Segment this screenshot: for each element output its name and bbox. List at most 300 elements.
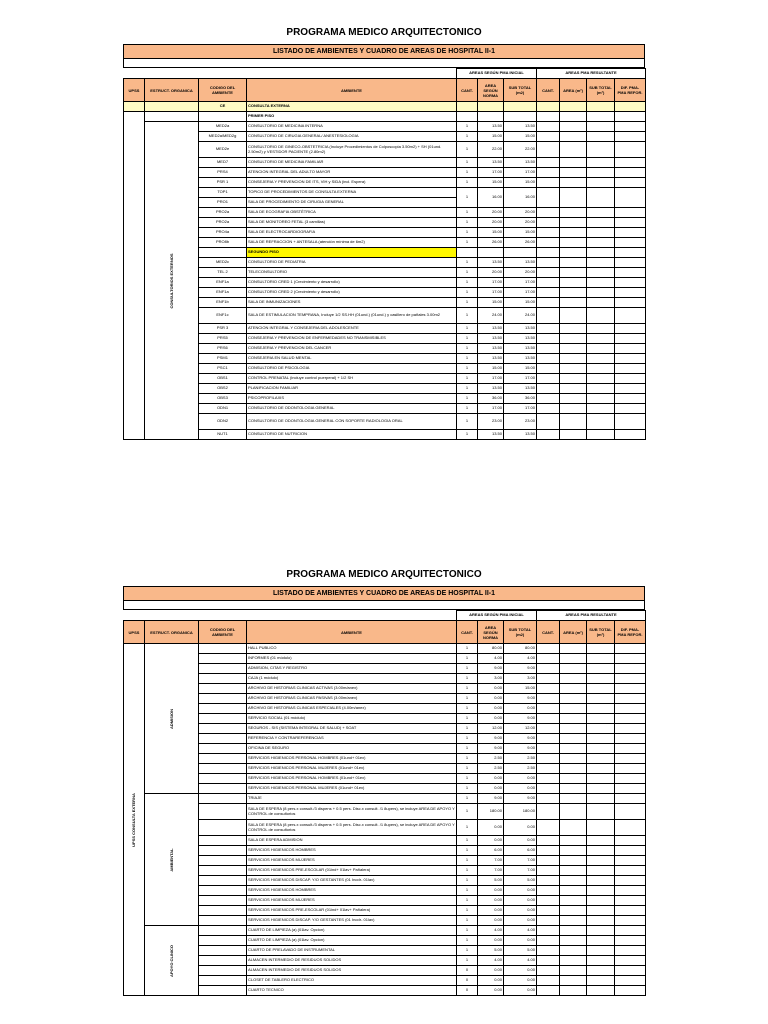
subtotal-cell: 0.00: [504, 896, 537, 906]
code-cell: ENF1a: [199, 278, 247, 288]
table-row: [124, 334, 646, 344]
code-cell: ENF1a: [199, 288, 247, 298]
empty-cell: [615, 178, 646, 188]
area-cell: 13.50: [478, 122, 504, 132]
empty-cell: [615, 794, 646, 804]
ambiente-cell: SERVICIOS HIGIENICOS MUJERES: [247, 896, 457, 906]
empty-cell: [537, 714, 560, 724]
empty-cell: [560, 694, 587, 704]
empty-cell: [587, 986, 615, 996]
code-cell: MED2a/MED2g: [199, 132, 247, 142]
ambiente-cell: CONSULTORIO DE CIRUGIA GENERAL/ ANESTESIOLOGIA: [247, 132, 457, 142]
empty-cell: [560, 308, 587, 324]
empty-cell: [560, 238, 587, 248]
ambiente-cell: CONSULTORIO DE ODONTOLOGIA GENERAL: [247, 404, 457, 414]
table-row: [124, 886, 646, 896]
table-row: [124, 168, 646, 178]
vertical-label-cell: [145, 926, 199, 996]
ambiente-cell: CUARTO DE LIMPIEZA (a) (01lav. Opcion): [247, 936, 457, 946]
table-row: [124, 344, 646, 354]
code-cell: PRO2a: [199, 208, 247, 218]
area-cell: 7.00: [478, 866, 504, 876]
empty-cell: [560, 178, 587, 188]
area-cell: 15.00: [478, 228, 504, 238]
empty-cell: [615, 820, 646, 836]
empty-cell: [615, 308, 646, 324]
empty-cell: [587, 644, 615, 654]
empty-cell: [587, 856, 615, 866]
empty-cell: [560, 820, 587, 836]
program-sheet-1: [123, 26, 645, 440]
code-cell: [199, 804, 247, 820]
empty-cell: [587, 112, 615, 122]
code-cell: [199, 644, 247, 654]
ambiente-cell: SALA DE ELECTROCARDIOGRAFIA: [247, 228, 457, 238]
sheet-title: PROGRAMA MEDICO ARQUITECTONICO: [286, 27, 482, 38]
cant-cell: 1: [457, 384, 478, 394]
subtotal-cell: 3.00: [504, 674, 537, 684]
empty-cell: [537, 404, 560, 414]
empty-cell: [537, 344, 560, 354]
table-row: [124, 876, 646, 886]
empty-cell: [537, 906, 560, 916]
empty-cell: [587, 238, 615, 248]
table-row: [124, 684, 646, 694]
cant-cell: 1: [457, 916, 478, 926]
empty-cell: [537, 694, 560, 704]
col-header: SUB TOTAL (m2): [504, 79, 537, 102]
area-cell: 0.00: [478, 836, 504, 846]
code-cell: [199, 674, 247, 684]
cant-cell: 1: [457, 168, 478, 178]
area-cell: 7.00: [478, 856, 504, 866]
cant-cell: 1: [457, 704, 478, 714]
empty-cell: [537, 896, 560, 906]
upss-cell: [124, 112, 145, 440]
ambiente-cell: SALA DE ESPERA ADMISION: [247, 836, 457, 846]
empty-cell: [560, 784, 587, 794]
ambiente-cell: SERVICIOS HIGIENICOS DISCAP. Y/O GESTANTES (01 Inodr- 01lav): [247, 916, 457, 926]
empty-cell: [615, 976, 646, 986]
area-cell: 9.00: [478, 794, 504, 804]
area-cell: 16.00: [478, 188, 504, 208]
code-cell: [199, 714, 247, 724]
area-cell: 17.00: [478, 404, 504, 414]
cant-cell: 1: [457, 208, 478, 218]
subtotal-cell: 15.00: [504, 364, 537, 374]
empty-cell: [615, 354, 646, 364]
cell: [587, 102, 615, 112]
ambiente-cell: ADMISION, CITAS Y REGISTRO: [247, 664, 457, 674]
empty-cell: [587, 142, 615, 158]
empty-cell: [560, 158, 587, 168]
subtotal-cell: 0.00: [504, 966, 537, 976]
subtotal-cell: 4.00: [504, 654, 537, 664]
empty-cell: [587, 344, 615, 354]
empty-cell: [587, 946, 615, 956]
empty-cell: [615, 228, 646, 238]
empty-cell: [537, 430, 560, 440]
empty-cell: [615, 926, 646, 936]
empty-cell: [537, 178, 560, 188]
subtotal-cell: 15.00: [504, 132, 537, 142]
code-cell: [199, 956, 247, 966]
subtotal-cell: 20.00: [504, 208, 537, 218]
empty-cell: [537, 764, 560, 774]
area-cell: 20.00: [478, 268, 504, 278]
area-cell: 0.00: [478, 896, 504, 906]
subtotal-cell: 9.00: [504, 664, 537, 674]
empty-cell: [560, 112, 587, 122]
empty-cell: [587, 298, 615, 308]
empty-cell: [537, 966, 560, 976]
area-cell: 13.50: [478, 258, 504, 268]
empty-cell: [537, 744, 560, 754]
empty-cell: [615, 364, 646, 374]
cant-cell: 0: [457, 986, 478, 996]
empty-cell: [615, 132, 646, 142]
code-cell: [199, 684, 247, 694]
empty-cell: [537, 774, 560, 784]
cant-cell: 1: [457, 654, 478, 664]
table-row: [124, 926, 646, 936]
empty-cell: [615, 956, 646, 966]
code-cell: ODN1: [199, 404, 247, 414]
code-cell: PRS6: [199, 344, 247, 354]
empty-cell: [560, 248, 587, 258]
ambiente-cell: CAJA (1 módulo): [247, 674, 457, 684]
empty-cell: [537, 734, 560, 744]
subtotal-cell: 0.00: [504, 784, 537, 794]
empty-cell: [560, 394, 587, 404]
cell: [478, 102, 504, 112]
code-cell: [199, 794, 247, 804]
code-cell: [199, 724, 247, 734]
subtotal-cell: 0.00: [504, 704, 537, 714]
empty-cell: [587, 836, 615, 846]
empty-cell: [587, 866, 615, 876]
empty-cell: [587, 288, 615, 298]
area-cell: 13.50: [478, 384, 504, 394]
cant-cell: 1: [457, 684, 478, 694]
ambiente-cell: CONSULTORIO DE MEDICINA FAMILIAR: [247, 158, 457, 168]
col-header: SUB TOTAL (m²): [587, 79, 615, 102]
ambiente-cell: SERVICIOS HIGIENICOS HOMBRES: [247, 846, 457, 856]
code-cell: [199, 906, 247, 916]
area-cell: 17.00: [478, 278, 504, 288]
empty-cell: [587, 258, 615, 268]
empty-cell: [560, 936, 587, 946]
cant-cell: 1: [457, 846, 478, 856]
empty-cell: [587, 704, 615, 714]
cant-cell: 1: [457, 886, 478, 896]
table-row: [124, 754, 646, 764]
subtotal-cell: 0.00: [504, 886, 537, 896]
area-cell: 0.00: [478, 784, 504, 794]
empty-cell: [537, 334, 560, 344]
empty-cell: [560, 886, 587, 896]
empty-cell: [615, 218, 646, 228]
empty-cell: [560, 208, 587, 218]
area-cell: 24.00: [478, 308, 504, 324]
subtotal-cell: 15.00: [504, 684, 537, 694]
subtotal-cell: 0.00: [504, 836, 537, 846]
area-cell: 13.50: [478, 430, 504, 440]
area-cell: 80.00: [478, 644, 504, 654]
area-cell: 5.00: [478, 876, 504, 886]
empty-cell: [587, 414, 615, 430]
empty-cell: [587, 764, 615, 774]
blank-cell: [124, 69, 457, 79]
empty-cell: [587, 374, 615, 384]
code-cell: [199, 836, 247, 846]
vertical-label: CONSULTORIOS EXTERNOS: [168, 253, 174, 308]
cant-cell: 1: [457, 764, 478, 774]
empty-cell: [615, 906, 646, 916]
area-cell: 180.00: [478, 804, 504, 820]
subtotal-cell: 13.50: [504, 344, 537, 354]
table-row: [124, 906, 646, 916]
empty-cell: [537, 394, 560, 404]
table-row: [124, 724, 646, 734]
empty-cell: [587, 664, 615, 674]
empty-cell: [560, 664, 587, 674]
subtotal-cell: 2.50: [504, 764, 537, 774]
subtotal-cell: 13.50: [504, 430, 537, 440]
empty-cell: [537, 278, 560, 288]
cant-cell: 1: [457, 794, 478, 804]
code-cell: [199, 886, 247, 896]
cant-cell: 1: [457, 836, 478, 846]
empty-cell: [615, 714, 646, 724]
empty-cell: [537, 384, 560, 394]
ambiente-cell: HALL PUBLICO: [247, 644, 457, 654]
empty-cell: [560, 168, 587, 178]
empty-cell: [560, 334, 587, 344]
cant-cell: 0: [457, 966, 478, 976]
empty-cell: [615, 764, 646, 774]
empty-cell: [560, 926, 587, 936]
empty-cell: [537, 228, 560, 238]
code-cell: [199, 896, 247, 906]
code-cell: OBS3: [199, 394, 247, 404]
empty-cell: [560, 354, 587, 364]
empty-cell: [560, 724, 587, 734]
empty-cell: [560, 684, 587, 694]
code-cell: PRO8b: [199, 238, 247, 248]
empty-cell: [560, 956, 587, 966]
empty-cell: [537, 704, 560, 714]
ambiente-cell: ALMACEN INTERMEDIO DE RESIDUOS SOLIDOS: [247, 966, 457, 976]
cant-cell: 1: [457, 354, 478, 364]
group-initial: AREAS SEGÚN PMA INICIAL: [457, 611, 537, 621]
table-row: [124, 936, 646, 946]
table-row: [124, 764, 646, 774]
empty-cell: [615, 404, 646, 414]
empty-cell: [587, 926, 615, 936]
empty-cell: [560, 374, 587, 384]
table-row: [124, 966, 646, 976]
table-row: [124, 820, 646, 836]
code-cell: [199, 734, 247, 744]
empty-cell: [560, 804, 587, 820]
subtotal-cell: 9.00: [504, 734, 537, 744]
empty-cell: [615, 168, 646, 178]
empty-cell: [560, 866, 587, 876]
empty-cell: [587, 218, 615, 228]
empty-cell: [615, 644, 646, 654]
empty-cell: [537, 916, 560, 926]
col-header: AMBIENTE: [247, 621, 457, 644]
empty-cell: [537, 238, 560, 248]
empty-cell: [537, 374, 560, 384]
group-header-row: [124, 611, 646, 621]
ambiente-cell: SALA DE PROCEDIMIENTO DE CIRUGIA GENERAL: [247, 198, 457, 208]
ambiente-cell: SERVICIOS HIGIENICOS PERSONAL HOMBRES (01und+ 01ex): [247, 754, 457, 764]
table-row: [124, 784, 646, 794]
cell: [145, 102, 199, 112]
empty-cell: [587, 896, 615, 906]
area-cell: 9.00: [478, 744, 504, 754]
empty-cell: [537, 926, 560, 936]
subtotal-cell: 13.50: [504, 384, 537, 394]
subtotal-cell: 13.50: [504, 354, 537, 364]
table-row: [124, 774, 646, 784]
ambiente-cell: ATENCION INTEGRAL Y CONSEJERIA DEL ADOLESCENTE: [247, 324, 457, 334]
vertical-label-cell: [145, 794, 199, 926]
code-cell: [199, 744, 247, 754]
cant-cell: 1: [457, 876, 478, 886]
empty-cell: [615, 654, 646, 664]
table-row: [124, 188, 646, 198]
subtotal-cell: 17.00: [504, 288, 537, 298]
subtotal-cell: 9.00: [504, 744, 537, 754]
cant-cell: 1: [457, 228, 478, 238]
code-cell: PSR 3: [199, 324, 247, 334]
ambiente-cell: CONSULTORIO DE PEDIATRIA: [247, 258, 457, 268]
empty-cell: [615, 946, 646, 956]
ambiente-cell: CONSULTORIO CRED 2 (Crecimiento y desarrollo): [247, 288, 457, 298]
vertical-label: AMBIENTAL: [168, 847, 174, 872]
floor-row: [124, 248, 646, 258]
empty-cell: [560, 734, 587, 744]
empty-cell: [560, 846, 587, 856]
empty-cell: [587, 804, 615, 820]
empty-cell: [537, 168, 560, 178]
cant-cell: 1: [457, 344, 478, 354]
subtotal-cell: 4.00: [504, 926, 537, 936]
ambiente-cell: OFICINA DE SEGURO: [247, 744, 457, 754]
empty-cell: [615, 754, 646, 764]
subtotal-cell: 2.50: [504, 754, 537, 764]
area-cell: 0.00: [478, 986, 504, 996]
cant-cell: 1: [457, 178, 478, 188]
column-header-row: [124, 621, 646, 644]
area-cell: 13.50: [478, 158, 504, 168]
cant-cell: 1: [457, 784, 478, 794]
col-header: AREA (m²): [560, 621, 587, 644]
area-cell: 4.00: [478, 956, 504, 966]
empty-cell: [560, 674, 587, 684]
empty-cell: [560, 132, 587, 142]
cant-cell: 1: [457, 936, 478, 946]
empty-cell: [615, 886, 646, 896]
empty-cell: [560, 704, 587, 714]
empty-cell: [615, 866, 646, 876]
empty-cell: [587, 906, 615, 916]
code-cell: PRO2a: [199, 218, 247, 228]
empty-cell: [560, 142, 587, 158]
cant-cell: 1: [457, 754, 478, 764]
empty-cell: [587, 188, 615, 208]
subtotal-cell: 17.00: [504, 404, 537, 414]
subtotal-cell: 20.00: [504, 268, 537, 278]
empty-cell: [587, 674, 615, 684]
subtotal-cell: 0.00: [504, 906, 537, 916]
code-cell: MED2a: [199, 122, 247, 132]
col-header: UPSS: [124, 621, 145, 644]
empty-cell: [615, 734, 646, 744]
subtotal-cell: 15.00: [504, 228, 537, 238]
ambiente-cell: SERVICIO SOCIAL (01 módulo): [247, 714, 457, 724]
table-row: [124, 976, 646, 986]
col-header: CODIGO DEL AMBIENTE: [199, 79, 247, 102]
subtotal-cell: 180.00: [504, 804, 537, 820]
table-row: [124, 916, 646, 926]
empty-cell: [560, 414, 587, 430]
code-cell: [199, 664, 247, 674]
empty-cell: [537, 324, 560, 334]
empty-cell: [587, 956, 615, 966]
empty-cell: [615, 936, 646, 946]
ambiente-cell: ARCHIVO DE HISTORIAS CLINICAS PASIVAS (3.00m/anex): [247, 694, 457, 704]
org-cell: [145, 112, 199, 122]
cant-cell: 1: [457, 724, 478, 734]
empty-cell: [537, 674, 560, 684]
cant-cell: 1: [457, 142, 478, 158]
ambiente-cell: SALA DE REFRACCION + ANTESALA (atención mínima de 6m2): [247, 238, 457, 248]
cant-cell: 1: [457, 694, 478, 704]
area-cell: 0.00: [478, 886, 504, 896]
vertical-label-cell: [124, 644, 145, 996]
area-cell: 12.00: [478, 724, 504, 734]
empty-cell: [587, 694, 615, 704]
ambiente-cell: SALA DE ESPERA (8 pers.x consult./3 dispens + 0.5 pers. Disc.x consult. /1 8upers), se incluye AREA DE APOYO Y CONTROL de consultorios: [247, 820, 457, 836]
code-cell: [199, 846, 247, 856]
col-header: CANT.: [457, 621, 478, 644]
empty-cell: [587, 714, 615, 724]
code-cell: [199, 946, 247, 956]
subtotal-cell: 23.00: [504, 414, 537, 430]
table-row: [124, 714, 646, 724]
code-cell: [199, 112, 247, 122]
empty-cell: [615, 704, 646, 714]
empty-cell: [615, 694, 646, 704]
empty-cell: [504, 112, 537, 122]
code-cell: [199, 876, 247, 886]
empty-cell: [560, 278, 587, 288]
empty-cell: [537, 208, 560, 218]
empty-cell: [615, 846, 646, 856]
cant-cell: 1: [457, 956, 478, 966]
table-row: [124, 674, 646, 684]
ambiente-cell: TELECONSULTORIO: [247, 268, 457, 278]
table-row: [124, 404, 646, 414]
subtotal-cell: 13.50: [504, 334, 537, 344]
empty-cell: [537, 112, 560, 122]
table-body: [124, 112, 646, 440]
ambiente-cell: TRIAJE: [247, 794, 457, 804]
